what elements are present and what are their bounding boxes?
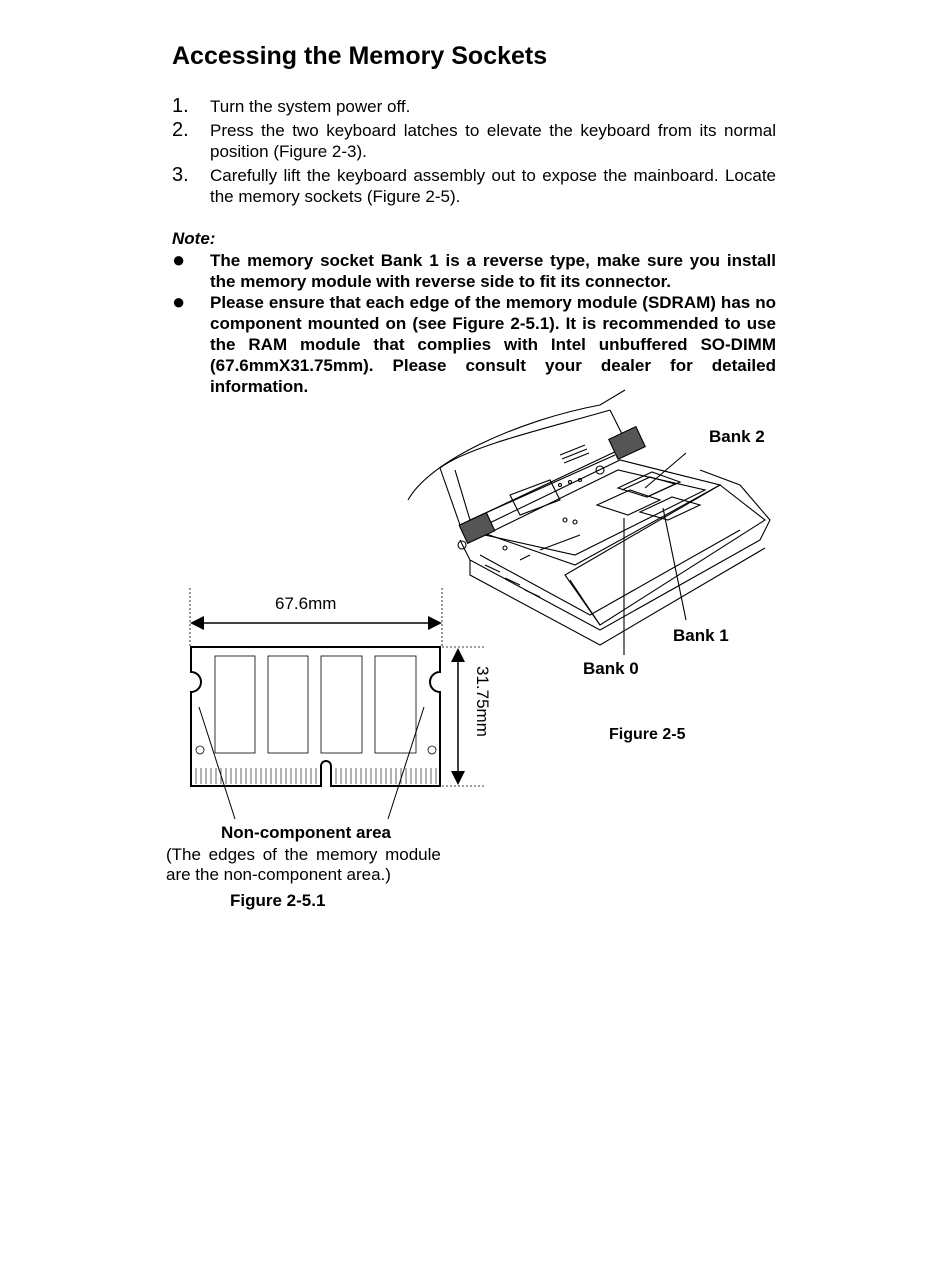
bank-1-label: Bank 1 [673, 626, 729, 645]
figure-2-5-1-caption: Figure 2-5.1 [230, 891, 326, 910]
step-number: 1. [172, 95, 189, 117]
non-component-area-label: Non-component area [221, 823, 392, 842]
step-number: 3. [172, 164, 189, 186]
height-dimension-label: 31.75mm [473, 666, 492, 737]
non-component-area-desc-2: are the non-component area.) [166, 865, 391, 884]
note-label: Note: [172, 229, 216, 248]
figure-2-5-caption: Figure 2-5 [609, 726, 686, 743]
non-component-area-desc-1: (The edges of the memory module [166, 845, 441, 864]
step-text: Press the two keyboard latches to elevate the keyboard from its normal position (Figure 2-3). [210, 121, 776, 161]
bank-2-label: Bank 2 [709, 427, 765, 446]
bullet-icon: ● [172, 289, 186, 314]
bullet-icon: ● [172, 247, 186, 272]
step-text: Carefully lift the keyboard assembly out to expose the mainboard. Locate the memory sockets (Figure 2-5). [210, 166, 776, 206]
note-text: The memory socket Bank 1 is a reverse type, make sure you install the memory module with reverse side to fit its connector. [210, 251, 776, 291]
bank-0-label: Bank 0 [583, 659, 639, 678]
step-text: Turn the system power off. [210, 97, 411, 116]
page-title: Accessing the Memory Sockets [172, 42, 548, 70]
step-number: 2. [172, 119, 189, 141]
note-text: Please ensure that each edge of the memory module (SDRAM) has no component mounted on (see Figure 2-5.1). It is recommended to use the RAM module that complies with Intel unbuffered SO-DIMM (67.6mmX31.75mm). Please consult your dealer for detailed information. [210, 293, 776, 396]
width-dimension-label: 67.6mm [275, 594, 337, 613]
